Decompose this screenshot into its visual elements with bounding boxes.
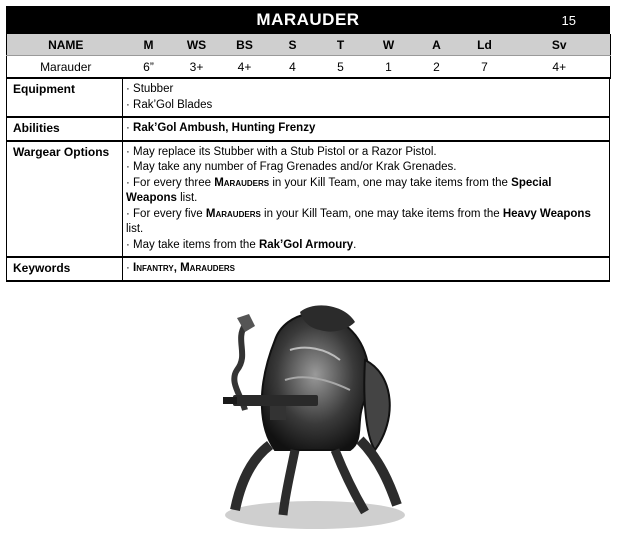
header-ld: Ld (461, 34, 509, 56)
equipment-row (6, 79, 610, 118)
header-m: M (125, 34, 173, 56)
stats-table (6, 34, 611, 79)
bullet: · (126, 122, 134, 134)
stats-header-row (7, 34, 611, 56)
weapons-list-name: Special Weapons (126, 176, 552, 204)
wargear-option (126, 238, 603, 254)
title-bar (6, 6, 610, 34)
marauder-illustration (215, 300, 410, 533)
value-ld: 7 (461, 56, 509, 79)
text: in your Kill Team, one may take items from the (260, 207, 503, 220)
value-bs: 4+ (221, 56, 269, 79)
value-name: Marauder (7, 56, 125, 79)
text: list. (176, 192, 198, 204)
wargear-list (123, 142, 609, 257)
page-number: 15 (561, 13, 576, 28)
text: · May take items from the (126, 238, 259, 251)
wargear-row (6, 142, 610, 259)
text: · For every five (126, 207, 206, 220)
bullet: · (126, 262, 134, 274)
equipment-list (123, 79, 609, 116)
text: · For every three (126, 176, 215, 189)
header-ws: WS (173, 34, 221, 56)
header-sv: Sv (509, 34, 611, 56)
wargear-option: · May take any number of Frag Grenades and/or Krak Grenades. (126, 161, 457, 173)
abilities-row (6, 118, 610, 142)
abilities-text: Rak’Gol Ambush, Hunting Frenzy (133, 122, 316, 134)
wargear-option: · May replace its Stubber with a Stub Pistol or a Razor Pistol. (126, 145, 437, 158)
header-s: S (269, 34, 317, 56)
abilities-label: Abilities (7, 118, 123, 140)
text: . (353, 238, 357, 251)
header-a: A (413, 34, 461, 56)
equipment-item: · Rak’Gol Blades (126, 98, 213, 111)
value-t: 5 (317, 56, 365, 79)
keyword: Marauders (214, 176, 270, 189)
wargear-option (126, 176, 603, 207)
weapons-list-name: Heavy Weapons (502, 207, 591, 220)
value-ws: 3+ (173, 56, 221, 79)
keywords-value (123, 258, 609, 280)
abilities-value (123, 118, 609, 140)
keywords-label: Keywords (7, 258, 123, 280)
unit-title: MARAUDER (256, 10, 360, 29)
header-w: W (365, 34, 413, 56)
text: in your Kill Team, one may take items from the (269, 176, 512, 189)
text: list. (126, 223, 144, 235)
value-s: 4 (269, 56, 317, 79)
value-w: 1 (365, 56, 413, 79)
equipment-label: Equipment (7, 79, 123, 116)
value-a: 2 (413, 56, 461, 79)
equipment-item: · Stubber (126, 83, 174, 95)
value-sv: 4+ (509, 56, 611, 79)
armoury-name: Rak’Gol Armoury (258, 238, 354, 251)
keywords-text: Infantry, Marauders (133, 262, 236, 274)
value-m: 6” (125, 56, 173, 79)
unit-datasheet (6, 6, 610, 282)
wargear-option (126, 207, 603, 238)
keywords-row (6, 258, 610, 282)
wargear-label: Wargear Options (7, 142, 123, 257)
keyword: Marauders (205, 207, 261, 220)
stats-value-row (7, 56, 611, 79)
header-t: T (317, 34, 365, 56)
header-bs: BS (221, 34, 269, 56)
header-name: NAME (7, 34, 125, 56)
